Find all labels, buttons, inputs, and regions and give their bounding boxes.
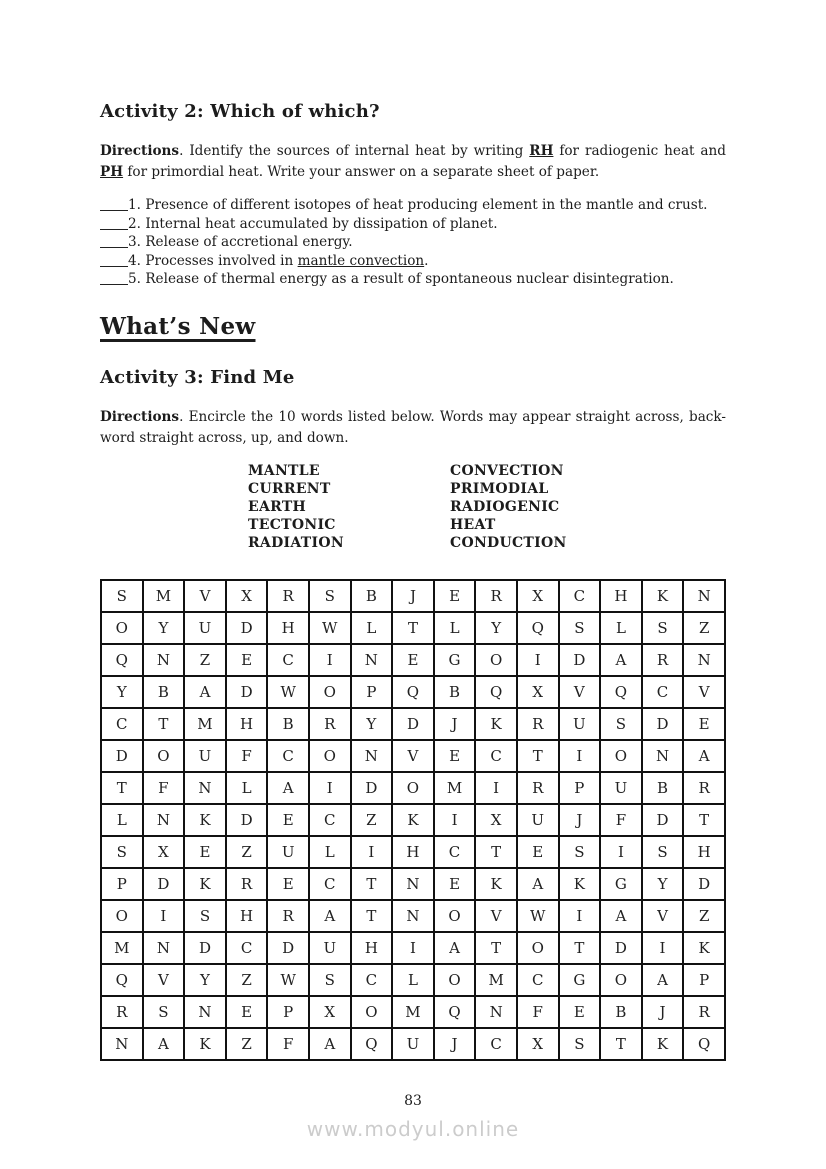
- grid-cell: U: [267, 836, 309, 868]
- grid-cell: X: [309, 996, 351, 1028]
- grid-cell: D: [642, 708, 684, 740]
- grid-cell: A: [184, 676, 226, 708]
- grid-cell: R: [683, 996, 725, 1028]
- grid-cell: U: [184, 612, 226, 644]
- grid-cell: I: [517, 644, 559, 676]
- grid-cell: M: [392, 996, 434, 1028]
- grid-row: [101, 804, 725, 836]
- grid-cell: F: [226, 740, 268, 772]
- grid-cell: L: [392, 964, 434, 996]
- grid-cell: R: [683, 772, 725, 804]
- item-text: Internal heat accumulated by dissipation of planet.: [145, 215, 498, 232]
- grid-cell: A: [434, 932, 476, 964]
- grid-cell: S: [559, 1028, 601, 1060]
- item-text: .: [424, 252, 429, 269]
- grid-cell: S: [101, 836, 143, 868]
- grid-cell: P: [351, 676, 393, 708]
- directions-label: Directions: [100, 408, 180, 425]
- grid-cell: M: [434, 772, 476, 804]
- grid-cell: Q: [600, 676, 642, 708]
- item-text: Presence of different isotopes of heat producing element in the mantle and crust.: [145, 197, 708, 213]
- whats-new-heading: [100, 313, 726, 340]
- grid-row: [101, 1028, 725, 1060]
- grid-cell: B: [143, 676, 185, 708]
- word-list-item: CONDUCTION: [450, 534, 567, 551]
- page-content: [100, 0, 726, 1061]
- grid-row: [101, 996, 725, 1028]
- grid-cell: B: [600, 996, 642, 1028]
- grid-cell: V: [642, 900, 684, 932]
- grid-cell: L: [351, 612, 393, 644]
- grid-row: [101, 868, 725, 900]
- grid-cell: K: [642, 580, 684, 612]
- grid-cell: H: [351, 932, 393, 964]
- grid-cell: J: [642, 996, 684, 1028]
- grid-cell: E: [434, 868, 476, 900]
- grid-cell: E: [267, 868, 309, 900]
- grid-cell: W: [267, 964, 309, 996]
- grid-cell: V: [559, 676, 601, 708]
- grid-cell: D: [683, 868, 725, 900]
- grid-cell: I: [434, 804, 476, 836]
- word-list-item: TECTONIC: [248, 516, 336, 533]
- grid-cell: Q: [475, 676, 517, 708]
- grid-cell: C: [642, 676, 684, 708]
- grid-cell: C: [267, 740, 309, 772]
- grid-cell: Z: [226, 964, 268, 996]
- answer-blank: [100, 235, 128, 248]
- grid-cell: D: [184, 932, 226, 964]
- grid-cell: T: [475, 836, 517, 868]
- grid-cell: D: [559, 644, 601, 676]
- item-number: 5.: [128, 271, 141, 287]
- abbr-rh: RH: [529, 143, 554, 159]
- list-item-5: [100, 270, 726, 289]
- list-item-1: [100, 196, 726, 215]
- grid-cell: F: [600, 804, 642, 836]
- grid-cell: O: [392, 772, 434, 804]
- grid-cell: S: [101, 580, 143, 612]
- grid-cell: I: [351, 836, 393, 868]
- grid-cell: T: [143, 708, 185, 740]
- grid-cell: O: [434, 964, 476, 996]
- grid-cell: O: [309, 740, 351, 772]
- grid-cell: R: [475, 580, 517, 612]
- grid-cell: X: [517, 580, 559, 612]
- grid-cell: Q: [434, 996, 476, 1028]
- grid-cell: T: [351, 900, 393, 932]
- grid-cell: R: [267, 900, 309, 932]
- grid-cell: N: [184, 772, 226, 804]
- item-text: Release of thermal energy as a result of spontaneous nuclear disintegration.: [145, 271, 674, 287]
- grid-cell: T: [517, 740, 559, 772]
- grid-cell: X: [143, 836, 185, 868]
- directions-text: . Encircle the 10 words listed below. Words may appear straight across, back-word straight across, up, and down.: [100, 408, 726, 446]
- grid-cell: M: [143, 580, 185, 612]
- grid-row: [101, 964, 725, 996]
- grid-cell: F: [143, 772, 185, 804]
- grid-cell: D: [226, 804, 268, 836]
- directions-text-2: for radiogenic heat and: [553, 143, 726, 159]
- grid-cell: E: [434, 580, 476, 612]
- grid-cell: M: [101, 932, 143, 964]
- grid-cell: O: [101, 612, 143, 644]
- grid-row: [101, 612, 725, 644]
- grid-cell: H: [226, 708, 268, 740]
- grid-cell: Z: [184, 644, 226, 676]
- activity2-title: Activity 2: Which of which?: [100, 101, 380, 122]
- word-list-item: EARTH: [248, 498, 307, 515]
- grid-cell: E: [559, 996, 601, 1028]
- grid-cell: L: [600, 612, 642, 644]
- grid-cell: C: [267, 644, 309, 676]
- grid-cell: C: [351, 964, 393, 996]
- grid-cell: W: [517, 900, 559, 932]
- activity3-directions: [100, 407, 726, 449]
- abbr-ph: PH: [100, 164, 124, 180]
- grid-cell: G: [434, 644, 476, 676]
- grid-cell: P: [267, 996, 309, 1028]
- answer-blank: [100, 254, 128, 267]
- grid-cell: R: [517, 772, 559, 804]
- grid-cell: N: [101, 1028, 143, 1060]
- grid-cell: C: [309, 868, 351, 900]
- grid-cell: C: [517, 964, 559, 996]
- grid-cell: C: [475, 1028, 517, 1060]
- grid-cell: E: [226, 996, 268, 1028]
- grid-cell: X: [475, 804, 517, 836]
- grid-cell: O: [600, 964, 642, 996]
- item-number: 3.: [128, 234, 141, 250]
- grid-cell: B: [351, 580, 393, 612]
- grid-cell: E: [226, 644, 268, 676]
- grid-cell: Z: [226, 836, 268, 868]
- grid-cell: R: [226, 868, 268, 900]
- grid-cell: I: [309, 772, 351, 804]
- grid-cell: C: [434, 836, 476, 868]
- grid-cell: I: [559, 740, 601, 772]
- grid-cell: J: [434, 1028, 476, 1060]
- grid-cell: R: [267, 580, 309, 612]
- grid-cell: A: [600, 644, 642, 676]
- grid-cell: K: [392, 804, 434, 836]
- grid-cell: E: [683, 708, 725, 740]
- grid-cell: M: [184, 708, 226, 740]
- word-search-grid: [100, 579, 726, 1061]
- grid-cell: O: [517, 932, 559, 964]
- grid-cell: Q: [683, 1028, 725, 1060]
- grid-cell: C: [559, 580, 601, 612]
- grid-cell: L: [226, 772, 268, 804]
- grid-row: [101, 932, 725, 964]
- word-list-item: CURRENT: [248, 480, 331, 497]
- grid-cell: S: [600, 708, 642, 740]
- grid-row: [101, 900, 725, 932]
- grid-cell: O: [600, 740, 642, 772]
- word-list-item: RADIATION: [248, 534, 344, 551]
- grid-cell: S: [559, 612, 601, 644]
- grid-cell: I: [559, 900, 601, 932]
- grid-cell: N: [351, 740, 393, 772]
- grid-cell: P: [683, 964, 725, 996]
- answer-blank: [100, 217, 128, 230]
- grid-row: [101, 676, 725, 708]
- grid-cell: A: [309, 900, 351, 932]
- answer-blank: [100, 198, 128, 211]
- grid-cell: Z: [683, 612, 725, 644]
- word-list-item: HEAT: [450, 516, 496, 533]
- grid-cell: D: [143, 868, 185, 900]
- word-search-grid-body: [101, 580, 725, 1060]
- grid-cell: H: [267, 612, 309, 644]
- grid-cell: Y: [143, 612, 185, 644]
- word-list-item: RADIOGENIC: [450, 498, 560, 515]
- list-item-4: [100, 252, 726, 271]
- grid-cell: N: [351, 644, 393, 676]
- word-list-item: CONVECTION: [450, 462, 564, 479]
- grid-cell: I: [392, 932, 434, 964]
- grid-cell: X: [226, 580, 268, 612]
- grid-cell: M: [475, 964, 517, 996]
- grid-cell: D: [351, 772, 393, 804]
- grid-cell: G: [600, 868, 642, 900]
- grid-cell: I: [600, 836, 642, 868]
- grid-cell: K: [184, 804, 226, 836]
- grid-cell: F: [517, 996, 559, 1028]
- item-number: 4.: [128, 252, 141, 269]
- grid-cell: V: [143, 964, 185, 996]
- grid-cell: A: [683, 740, 725, 772]
- grid-cell: R: [309, 708, 351, 740]
- grid-cell: U: [309, 932, 351, 964]
- grid-cell: C: [475, 740, 517, 772]
- grid-cell: Q: [517, 612, 559, 644]
- grid-cell: U: [392, 1028, 434, 1060]
- grid-cell: E: [434, 740, 476, 772]
- grid-cell: Y: [642, 868, 684, 900]
- grid-cell: B: [642, 772, 684, 804]
- grid-cell: Z: [351, 804, 393, 836]
- list-item-2: [100, 215, 726, 234]
- grid-cell: V: [683, 676, 725, 708]
- grid-cell: P: [101, 868, 143, 900]
- grid-cell: N: [683, 644, 725, 676]
- grid-cell: K: [184, 1028, 226, 1060]
- grid-cell: N: [143, 804, 185, 836]
- grid-cell: S: [143, 996, 185, 1028]
- grid-cell: X: [517, 1028, 559, 1060]
- item-number: 2.: [128, 215, 141, 232]
- activity2-item-list: [100, 196, 726, 289]
- word-list-item: PRIMODIAL: [450, 480, 549, 497]
- grid-cell: D: [600, 932, 642, 964]
- grid-cell: R: [101, 996, 143, 1028]
- grid-cell: Z: [226, 1028, 268, 1060]
- item-text: Processes involved in: [145, 252, 298, 269]
- grid-cell: W: [309, 612, 351, 644]
- item-number: 1.: [128, 197, 141, 213]
- word-list-column-1: [248, 462, 450, 552]
- grid-cell: E: [392, 644, 434, 676]
- grid-cell: J: [434, 708, 476, 740]
- grid-row: [101, 708, 725, 740]
- grid-cell: T: [475, 932, 517, 964]
- grid-cell: J: [559, 804, 601, 836]
- grid-cell: Z: [683, 900, 725, 932]
- grid-cell: S: [559, 836, 601, 868]
- grid-row: [101, 740, 725, 772]
- grid-cell: O: [351, 996, 393, 1028]
- grid-row: [101, 580, 725, 612]
- grid-row: [101, 836, 725, 868]
- grid-cell: T: [351, 868, 393, 900]
- page-footer: [0, 1092, 826, 1141]
- grid-cell: D: [267, 932, 309, 964]
- grid-row: [101, 644, 725, 676]
- grid-cell: D: [101, 740, 143, 772]
- page-number: 83: [404, 1093, 422, 1109]
- grid-cell: E: [517, 836, 559, 868]
- word-list: [100, 462, 726, 552]
- grid-cell: N: [392, 868, 434, 900]
- grid-cell: R: [517, 708, 559, 740]
- grid-cell: Q: [392, 676, 434, 708]
- grid-cell: D: [226, 676, 268, 708]
- grid-cell: F: [267, 1028, 309, 1060]
- grid-cell: B: [267, 708, 309, 740]
- grid-cell: N: [475, 996, 517, 1028]
- grid-cell: D: [642, 804, 684, 836]
- grid-cell: H: [600, 580, 642, 612]
- activity2-directions: [100, 141, 726, 183]
- grid-cell: R: [642, 644, 684, 676]
- grid-cell: Y: [475, 612, 517, 644]
- grid-cell: A: [517, 868, 559, 900]
- directions-label: Directions: [100, 143, 180, 159]
- grid-cell: Y: [351, 708, 393, 740]
- item-text-underlined: mantle convection: [297, 252, 425, 269]
- grid-cell: K: [475, 868, 517, 900]
- grid-cell: X: [517, 676, 559, 708]
- grid-cell: Y: [101, 676, 143, 708]
- grid-cell: T: [559, 932, 601, 964]
- grid-cell: A: [309, 1028, 351, 1060]
- grid-cell: O: [475, 644, 517, 676]
- grid-cell: V: [184, 580, 226, 612]
- grid-cell: K: [642, 1028, 684, 1060]
- grid-cell: A: [267, 772, 309, 804]
- grid-cell: N: [642, 740, 684, 772]
- grid-cell: U: [517, 804, 559, 836]
- grid-cell: A: [143, 1028, 185, 1060]
- list-item-3: [100, 233, 726, 252]
- grid-cell: C: [309, 804, 351, 836]
- grid-cell: Q: [351, 1028, 393, 1060]
- grid-cell: J: [392, 580, 434, 612]
- grid-cell: U: [600, 772, 642, 804]
- grid-cell: K: [475, 708, 517, 740]
- grid-cell: T: [101, 772, 143, 804]
- activity3-title: Activity 3: Find Me: [100, 366, 295, 388]
- grid-cell: L: [101, 804, 143, 836]
- grid-cell: N: [143, 932, 185, 964]
- grid-cell: E: [184, 836, 226, 868]
- grid-cell: O: [143, 740, 185, 772]
- grid-cell: L: [434, 612, 476, 644]
- grid-cell: H: [683, 836, 725, 868]
- grid-cell: T: [392, 612, 434, 644]
- grid-cell: T: [600, 1028, 642, 1060]
- grid-cell: H: [392, 836, 434, 868]
- grid-cell: U: [184, 740, 226, 772]
- word-list-item: MANTLE: [248, 462, 320, 479]
- grid-cell: D: [392, 708, 434, 740]
- grid-cell: C: [226, 932, 268, 964]
- grid-cell: P: [559, 772, 601, 804]
- grid-cell: U: [559, 708, 601, 740]
- grid-cell: O: [101, 900, 143, 932]
- grid-cell: O: [309, 676, 351, 708]
- grid-cell: Q: [101, 644, 143, 676]
- grid-cell: N: [184, 996, 226, 1028]
- grid-cell: C: [101, 708, 143, 740]
- directions-text-3: for primordial heat. Write your answer on a separate sheet of paper.: [123, 164, 600, 180]
- word-list-column-2: [450, 462, 567, 552]
- item-text: Release of accretional energy.: [145, 234, 353, 250]
- grid-cell: H: [226, 900, 268, 932]
- grid-cell: W: [267, 676, 309, 708]
- grid-cell: I: [642, 932, 684, 964]
- grid-cell: B: [434, 676, 476, 708]
- grid-row: [101, 772, 725, 804]
- grid-cell: K: [683, 932, 725, 964]
- grid-cell: S: [184, 900, 226, 932]
- grid-cell: O: [434, 900, 476, 932]
- grid-cell: Y: [184, 964, 226, 996]
- grid-cell: G: [559, 964, 601, 996]
- grid-cell: K: [559, 868, 601, 900]
- grid-cell: N: [683, 580, 725, 612]
- grid-cell: S: [309, 964, 351, 996]
- grid-cell: L: [309, 836, 351, 868]
- answer-blank: [100, 272, 128, 285]
- grid-cell: S: [642, 836, 684, 868]
- grid-cell: N: [392, 900, 434, 932]
- grid-cell: T: [683, 804, 725, 836]
- grid-cell: A: [600, 900, 642, 932]
- grid-cell: N: [143, 644, 185, 676]
- grid-cell: S: [309, 580, 351, 612]
- grid-cell: D: [226, 612, 268, 644]
- watermark: www.modyul.online: [306, 1117, 520, 1141]
- directions-text-1: . Identify the sources of internal heat by writing: [179, 143, 530, 159]
- grid-cell: I: [309, 644, 351, 676]
- grid-cell: Q: [101, 964, 143, 996]
- grid-cell: I: [143, 900, 185, 932]
- grid-cell: E: [267, 804, 309, 836]
- grid-cell: S: [642, 612, 684, 644]
- grid-cell: V: [475, 900, 517, 932]
- whats-new-title-text: What’s New: [100, 312, 256, 340]
- grid-cell: A: [642, 964, 684, 996]
- grid-cell: K: [184, 868, 226, 900]
- grid-cell: V: [392, 740, 434, 772]
- grid-cell: I: [475, 772, 517, 804]
